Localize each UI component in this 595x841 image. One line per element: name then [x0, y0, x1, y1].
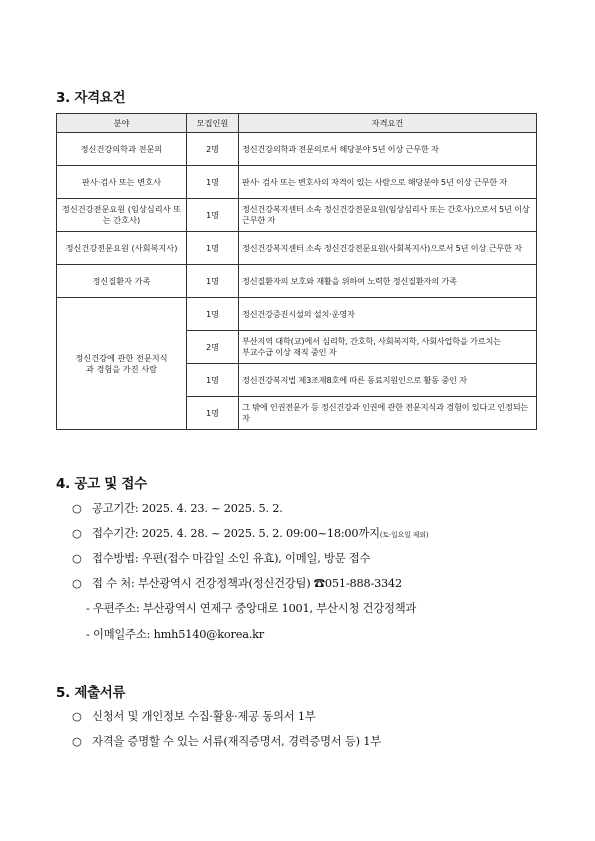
count-cell: 1명 [187, 232, 239, 265]
list-item [72, 708, 316, 724]
header-count: 모집인원 [187, 114, 239, 133]
requirement-cell: 정신건강복지센터 소속 정신건강전문요원(임상심리사 또는 간호사)으로서 5년 이상 근무한 자 [239, 199, 537, 232]
field-cell: 정신건강전문요원 (임상심리사 또는 간호사) [57, 199, 187, 232]
table-header-row [57, 114, 537, 133]
field-cell: 정신질환자 가족 [57, 265, 187, 298]
document-item-text: 자격을 증명할 수 있는 서류(재직증명서, 경력증명서 등) 1부 [92, 735, 381, 748]
table-row [57, 232, 537, 265]
list-item [72, 500, 283, 516]
circle-bullet-icon: ○ [72, 502, 82, 515]
table-row [57, 133, 537, 166]
application-method-text: 접수방법: 우편(접수 마감일 소인 유효), 이메일, 방문 접수 [92, 552, 371, 565]
weekend-note: (토·일요일 제외) [379, 531, 429, 539]
list-item [72, 550, 370, 566]
count-cell: 1명 [187, 265, 239, 298]
requirement-cell: 정신건강복지법 제3조제8호에 따른 동료지원인으로 활동 중인 자 [239, 364, 537, 397]
section-3-heading: 3. 자격요건 [56, 90, 126, 106]
list-item [72, 733, 381, 749]
requirement-cell: 정신건강의학과 전문의로서 해당분야 5년 이상 근무한 자 [239, 133, 537, 166]
count-cell: 2명 [187, 133, 239, 166]
count-cell: 2명 [187, 331, 239, 364]
requirement-cell: 그 밖에 인권전문가 등 정신건강과 인권에 관한 전문지식과 경험이 있다고 인정되는 자 [239, 397, 537, 430]
count-cell: 1명 [187, 166, 239, 199]
document-item-text: 신청서 및 개인정보 수집·활용·제공 동의서 1부 [92, 710, 316, 723]
circle-bullet-icon: ○ [72, 552, 82, 565]
count-cell: 1명 [187, 298, 239, 331]
circle-bullet-icon: ○ [72, 577, 82, 590]
application-office-text: 접 수 처: 부산광역시 건강정책과(정신건강팀) ☎051-888-3342 [92, 577, 403, 590]
list-item [72, 575, 402, 591]
circle-bullet-icon: ○ [72, 710, 82, 723]
requirement-cell: 정신질환자의 보호와 재활을 위하여 노력한 정신질환자의 가족 [239, 265, 537, 298]
count-cell: 1명 [187, 364, 239, 397]
field-cell: 판사·검사 또는 변호사 [57, 166, 187, 199]
requirement-cell: 정신건강복지센터 소속 정신건강전문요원(사회복지사)으로서 5년 이상 근무한 자 [239, 232, 537, 265]
email-address-text: - 이메일주소: hmh5140@korea.kr [86, 628, 264, 641]
table-row [57, 166, 537, 199]
qualification-table [56, 113, 537, 430]
requirement-cell: 정신건강증진시설의 설치·운영자 [239, 298, 537, 331]
field-cell: 정신건강전문요원 (사회복지사) [57, 232, 187, 265]
circle-bullet-icon: ○ [72, 735, 82, 748]
count-cell: 1명 [187, 397, 239, 430]
table-row [57, 298, 537, 331]
circle-bullet-icon: ○ [72, 527, 82, 540]
table-row [57, 265, 537, 298]
table-row [57, 199, 537, 232]
notice-period-text: 공고기간: 2025. 4. 23. ~ 2025. 5. 2. [92, 502, 283, 515]
field-cell: 정신건강의학과 전문의 [57, 133, 187, 166]
list-item [72, 525, 428, 541]
postal-address-text: - 우편주소: 부산광역시 연제구 중앙대로 1001, 부산시청 건강정책과 [86, 602, 417, 615]
requirement-cell: 판사· 검사 또는 변호사의 자격이 있는 사람으로 해당분야 5년 이상 근무한 자 [239, 166, 537, 199]
section-4-heading: 4. 공고 및 접수 [56, 476, 147, 492]
section-5-heading: 5. 제출서류 [56, 685, 126, 701]
count-cell: 1명 [187, 199, 239, 232]
requirement-cell: 부산지역 대학(교)에서 심리학, 간호학, 사회복지학, 사회사업학을 가르치는 부교수급 이상 재직 중인 자 [239, 331, 537, 364]
header-requirement: 자격요건 [239, 114, 537, 133]
group-field-cell: 정신건강에 관한 전문지식과 경험을 가진 사람 [57, 298, 187, 430]
application-period-text: 접수기간: 2025. 4. 28. ~ 2025. 5. 2. 09:00~18:00까지 [92, 527, 380, 540]
header-field: 분야 [57, 114, 187, 133]
